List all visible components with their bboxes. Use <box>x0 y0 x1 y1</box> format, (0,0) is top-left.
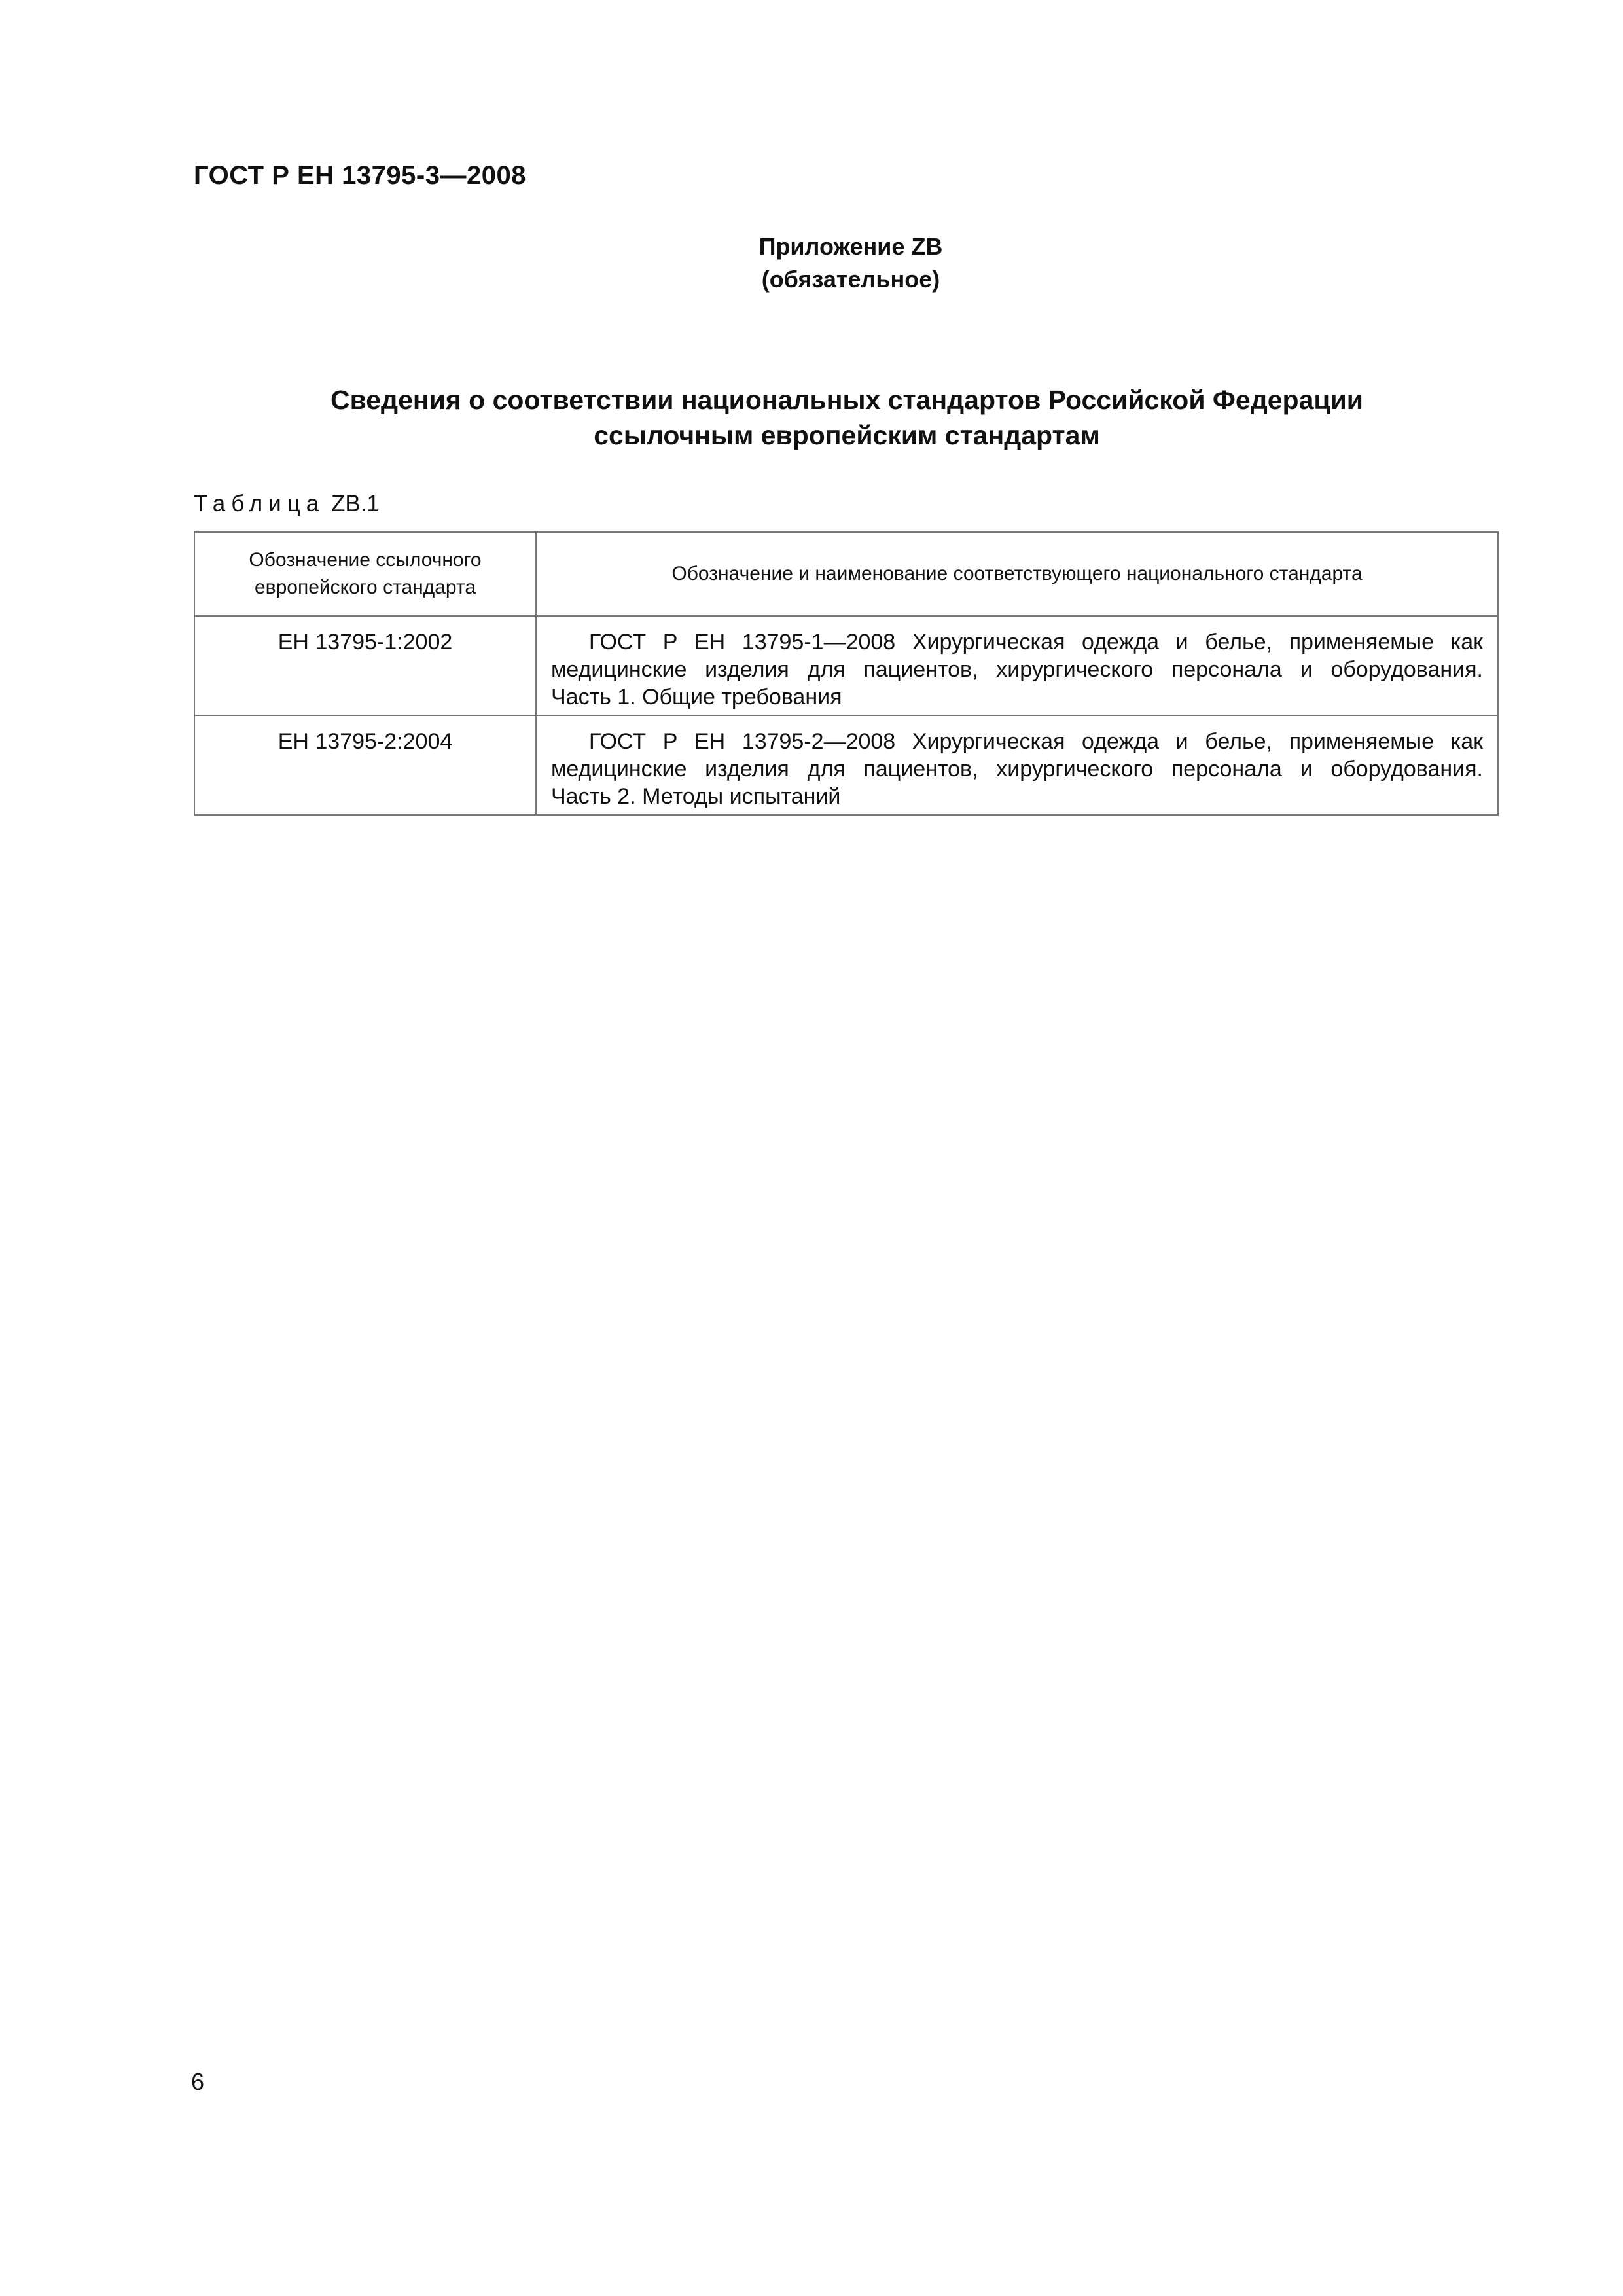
description-line: Часть 2. Методы испытаний <box>551 784 841 809</box>
document-header: ГОСТ Р ЕН 13795-3—2008 <box>194 161 526 190</box>
annex-status: (обязательное) <box>761 266 940 293</box>
page-number: 6 <box>191 2068 205 2095</box>
standards-correspondence-table <box>194 531 1499 816</box>
annex-name: Приложение ZB <box>758 233 943 260</box>
table-caption <box>194 491 380 517</box>
header-european-standard: Обозначение ссылочного европейского стандарта <box>194 532 536 616</box>
description-line: медицинские изделия для пациентов, хирургического персонала и оборудования. <box>551 757 1483 781</box>
national-standard-description <box>536 616 1498 715</box>
table-caption-id: ZB.1 <box>330 491 380 516</box>
annex-heading <box>654 230 1047 296</box>
description-line: медицинские изделия для пациентов, хирургического персонала и оборудования. <box>551 657 1483 682</box>
table-caption-word: Таблица <box>194 491 325 516</box>
description-line: ГОСТ Р ЕН 13795-1—2008 Хирургическая одежда и белье, применяемые как <box>589 630 1483 655</box>
national-standard-description <box>536 715 1498 815</box>
page-title <box>194 382 1500 453</box>
table-header-row <box>194 532 1498 616</box>
european-standard-code: ЕН 13795-2:2004 <box>194 715 536 815</box>
description-line: ГОСТ Р ЕН 13795-2—2008 Хирургическая одежда и белье, применяемые как <box>589 729 1483 754</box>
table-row <box>194 616 1498 715</box>
description-line: Часть 1. Общие требования <box>551 685 842 709</box>
table-row <box>194 715 1498 815</box>
title-line-2: ссылочным европейским стандартам <box>594 420 1100 450</box>
european-standard-code: ЕН 13795-1:2002 <box>194 616 536 715</box>
title-line-1: Сведения о соответствии национальных стандартов Российской Федерации <box>330 385 1364 415</box>
header-national-standard: Обозначение и наименование соответствующего национального стандарта <box>536 532 1498 616</box>
